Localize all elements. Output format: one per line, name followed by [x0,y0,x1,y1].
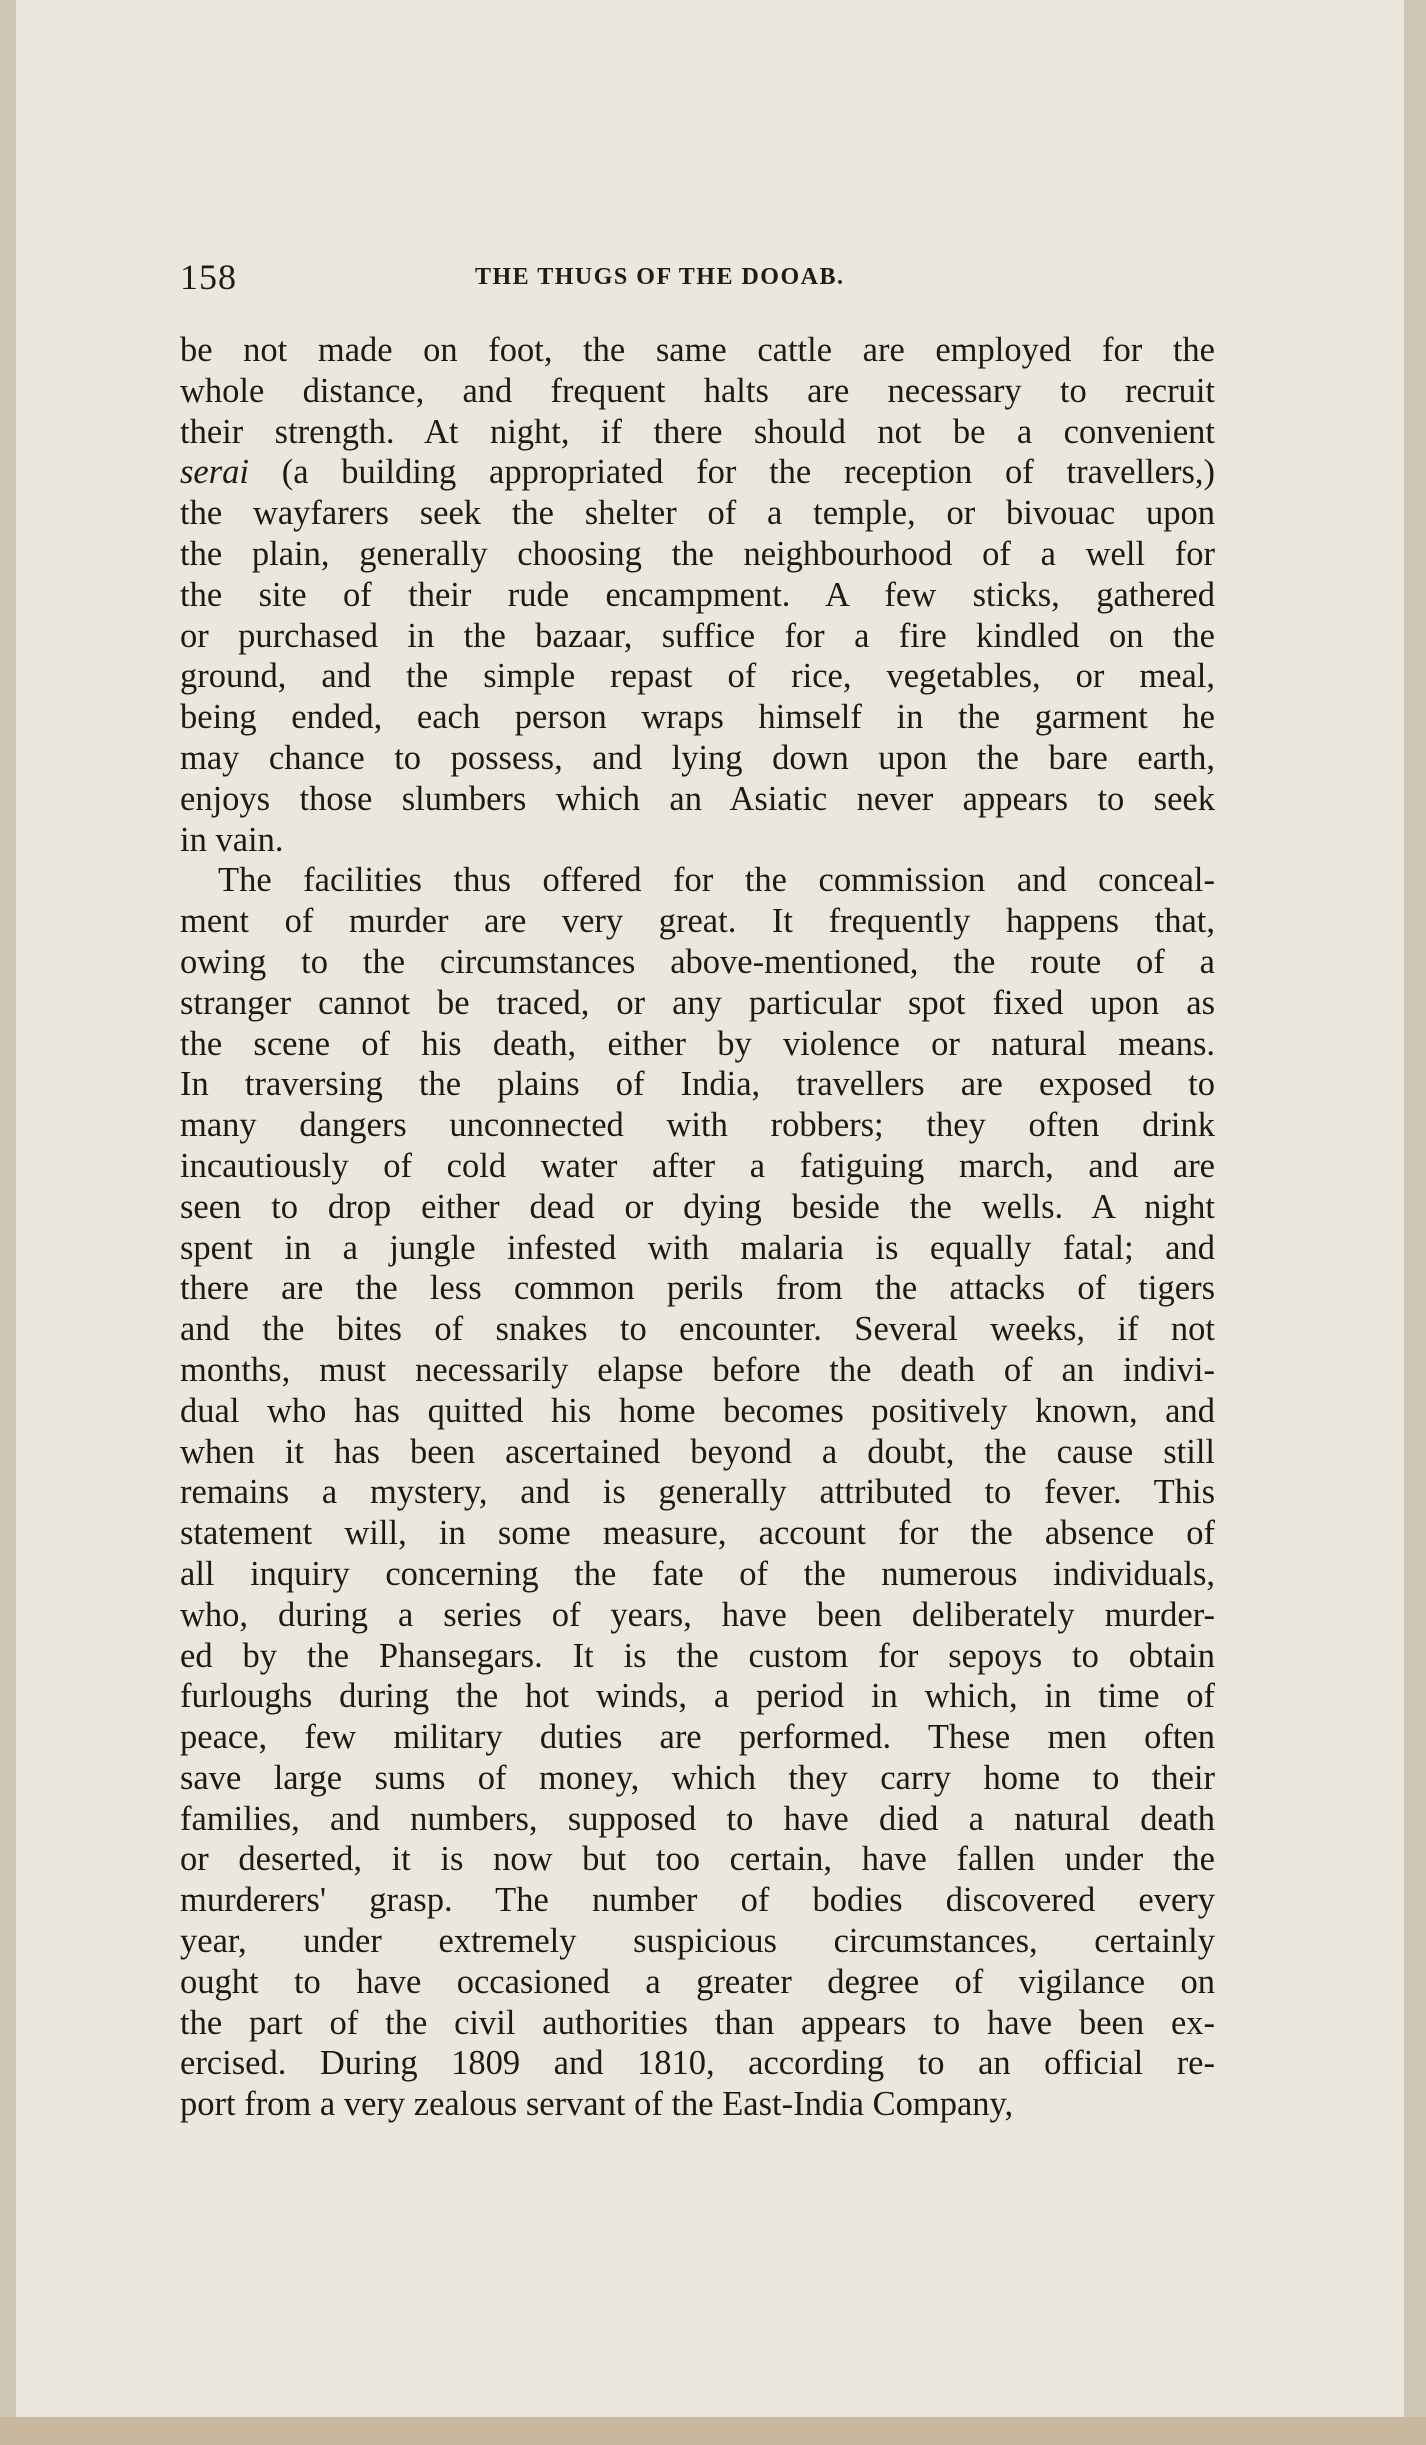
text-line: families, and numbers, supposed to have died a natural death [180,1799,1215,1838]
text-line: seen to drop either dead or dying beside the wells. A night [180,1187,1215,1226]
text-line: stranger cannot be traced, or any particular spot fixed upon as [180,983,1215,1022]
text-line: the wayfarers seek the shelter of a temple, or bivouac upon [180,494,1215,533]
text-line: many dangers unconnected with robbers; they often drink [180,1106,1215,1145]
text-line: ercised. During 1809 and 1810, according to an official re- [180,2044,1215,2083]
text-line: be not made on foot, the same cattle are employed for the [180,331,1215,369]
text-line: or purchased in the bazaar, suffice for a fire kindled on the [180,616,1215,655]
text-line: or deserted, it is now but too certain, have fallen under the [180,1840,1215,1879]
text-line: owing to the circumstances above-mentioned, the route of a [180,942,1215,981]
page-edge-right [1404,0,1426,2445]
text-line: spent in a jungle infested with malaria is equally fatal; and [180,1228,1215,1267]
page-edge-left [0,0,16,2445]
page-number: 158 [180,257,237,297]
text-line: may chance to possess, and lying down upon the bare earth, [180,738,1215,777]
text-line: and the bites of snakes to encounter. Several weeks, if not [180,1310,1215,1349]
text-line: In traversing the plains of India, travellers are exposed to [180,1065,1215,1104]
text-line: dual who has quitted his home becomes positively known, and [180,1391,1215,1430]
paragraph-2 [180,860,1215,2125]
text-line: The facilities thus offered for the commission and conceal- [218,861,1215,900]
text-line: ground, and the simple repast of rice, vegetables, or meal, [180,657,1215,696]
text-line: ed by the Phansegars. It is the custom for sepoys to obtain [180,1636,1215,1675]
body-text [180,330,1215,2125]
text-line: ment of murder are very great. It frequently happens that, [180,902,1215,941]
text-line: enjoys those slumbers which an Asiatic never appears to seek [180,779,1215,818]
text-line: statement will, in some measure, account for the absence of [180,1514,1215,1553]
text-line: year, under extremely suspicious circumstances, certainly [180,1922,1215,1961]
text-line: who, during a series of years, have been deliberately murder- [180,1595,1215,1634]
text-line: ought to have occasioned a greater degree of vigilance on [180,1962,1215,2001]
text-line: in vain. [180,820,284,859]
text-line: incautiously of cold water after a fatiguing march, and are [180,1146,1215,1185]
text-line: the scene of his death, either by violence or natural means. [180,1024,1215,1063]
text-line: the plain, generally choosing the neighbourhood of a well for [180,534,1215,573]
page-bottom-edge [0,2417,1426,2445]
text-line: save large sums of money, which they carry home to their [180,1758,1215,1797]
text-line: there are the less common perils from the attacks of tigers [180,1269,1215,1308]
text-line: months, must necessarily elapse before the death of an indivi- [180,1350,1215,1389]
text-line: their strength. At night, if there should not be a convenient [180,412,1215,451]
text-line: all inquiry concerning the fate of the numerous individuals, [180,1554,1215,1593]
text-line: when it has been ascertained beyond a doubt, the cause still [180,1432,1215,1471]
text-line: peace, few military duties are performed. These men often [180,1718,1215,1757]
text-line: furloughs during the hot winds, a period in which, in time of [180,1677,1215,1716]
text-line: murderers' grasp. The number of bodies discovered every [180,1881,1215,1920]
running-title: THE THUGS OF THE DOOAB. [475,264,845,290]
italic-term: serai [180,453,249,492]
text-line: the site of their rude encampment. A few sticks, gathered [180,575,1215,614]
paragraph-1 [180,330,1215,860]
text-line: serai (a building appropriated for the reception of travellers,) [180,453,1215,492]
text-line: being ended, each person wraps himself in the garment he [180,698,1215,737]
text-line: remains a mystery, and is generally attributed to fever. This [180,1473,1215,1512]
text-line: whole distance, and frequent halts are necessary to recruit [180,371,1215,410]
running-head [180,256,1220,300]
text-line: port from a very zealous servant of the East-India Company, [180,2085,1014,2124]
text-line: the part of the civil authorities than appears to have been ex- [180,2003,1215,2042]
